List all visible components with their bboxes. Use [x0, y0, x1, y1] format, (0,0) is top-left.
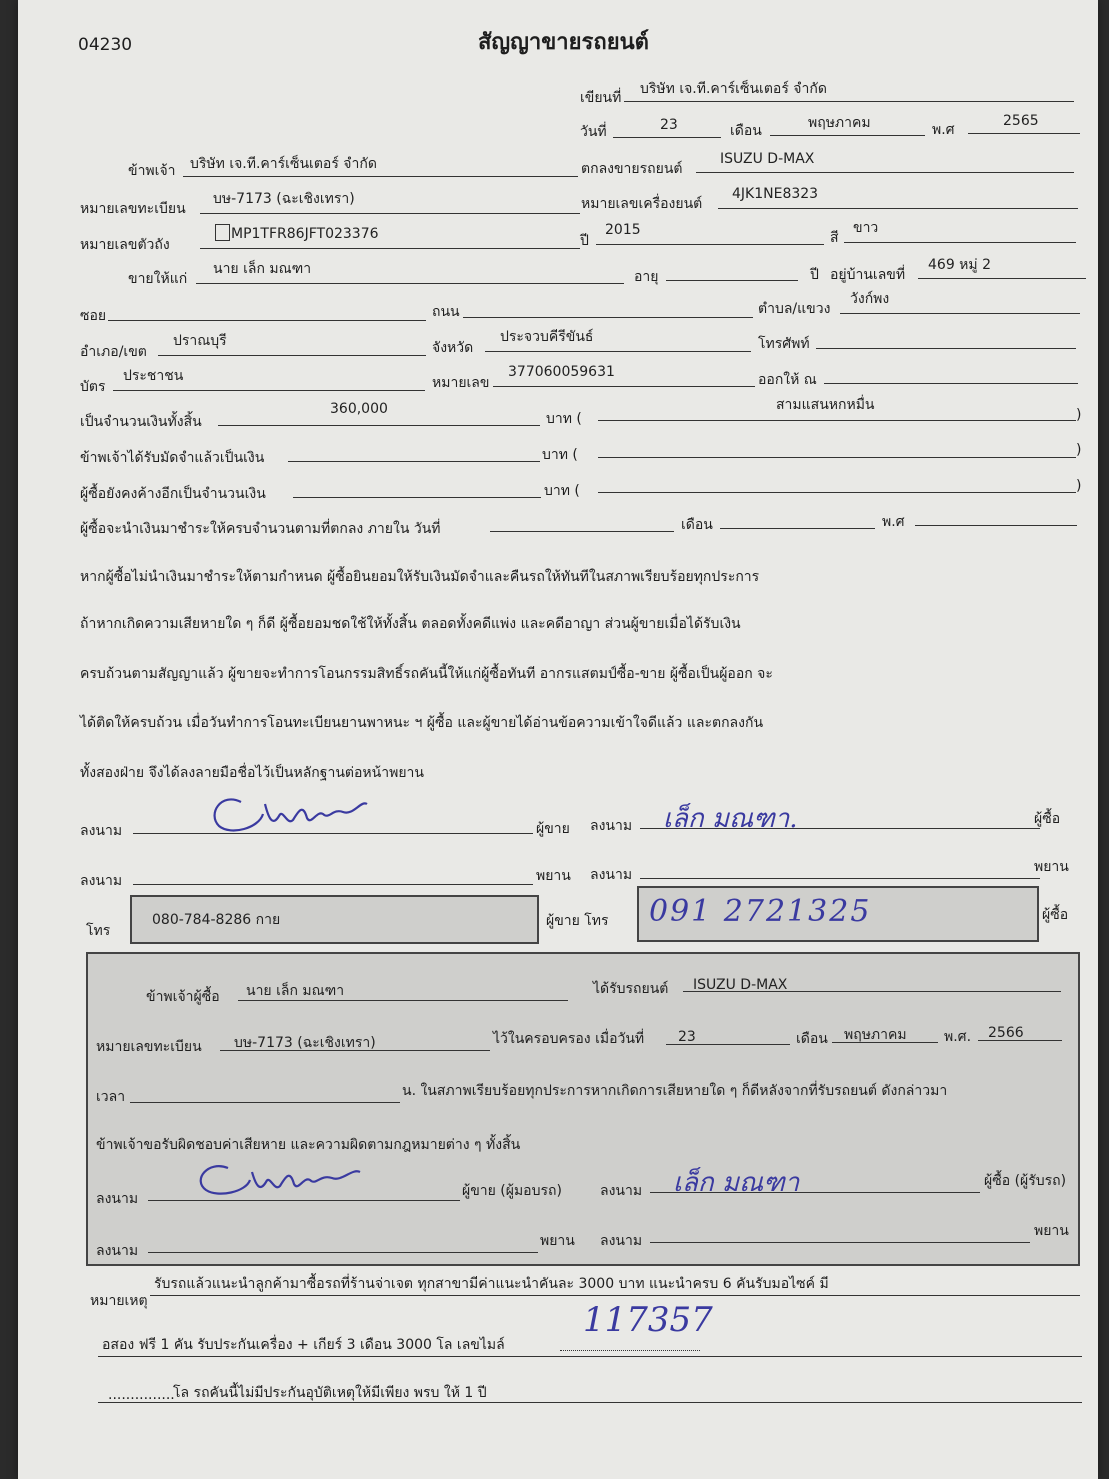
date-month-line	[770, 135, 925, 136]
note-line-1-rule	[150, 1295, 1080, 1296]
seller-value: บริษัท เจ.ที.คาร์เซ็นเตอร์ จำกัด	[190, 156, 377, 172]
buyer-sign-line	[640, 828, 1040, 829]
remain-line	[293, 497, 541, 498]
road-label: ถนน	[432, 304, 460, 320]
remain-label: ผู้ซื้อยังคงค้างอีกเป็นจำนวนเงิน	[80, 486, 266, 502]
province-line	[485, 351, 751, 352]
total-label: เป็นจำนวนเงินทั้งสิ้น	[80, 414, 202, 430]
buyer-phone-role: ผู้ซื้อ	[1042, 907, 1069, 923]
house-line	[918, 278, 1086, 279]
age-line	[666, 280, 798, 281]
plate-label: หมายเลขทะเบียน	[80, 201, 186, 217]
chassis-line	[200, 248, 580, 249]
remain-close: )	[1076, 478, 1082, 494]
total-amount: 360,000	[330, 401, 388, 417]
color-value: ขาว	[853, 220, 879, 236]
terms-line-2: ถ้าหากเกิดความเสียหายใด ๆ ก็ดี ผู้ซื้อยอมชดใช้ให้ทั้งสิ้น ตลอดทั้งคดีแพ่ง และคดีอาญา ส่วนผู้ขายเมื่อได้รับเงิน	[80, 616, 741, 632]
card-label: บัตร	[80, 379, 106, 395]
note-line-3-rule	[98, 1402, 1082, 1403]
receipt-witness2-line	[650, 1242, 1030, 1243]
possess-day: 23	[678, 1029, 696, 1045]
witness2-sign-label: ลงนาม	[590, 867, 633, 883]
received-car-label: ได้รับรถยนต์	[593, 981, 669, 997]
card-type: ประชาชน	[123, 368, 184, 384]
receipt-month-label: เดือน	[796, 1031, 828, 1047]
chassis-checkbox	[215, 224, 230, 241]
date-month-label: เดือน	[730, 123, 762, 139]
witness2-sign-line	[640, 878, 1040, 879]
received-car: ISUZU D-MAX	[693, 977, 788, 993]
buyer-phone-box	[637, 886, 1039, 942]
note-line-3: โล รถคันนี้ไม่มีประกันอุบัติเหตุให้มีเพียง พรบ ให้ 1 ปี	[173, 1385, 487, 1401]
receipt-year: 2566	[988, 1025, 1024, 1041]
receipt-buyer-sign-line	[650, 1192, 980, 1193]
age-label: อายุ	[634, 269, 659, 285]
buyer-signature: เล็ก มณฑา.	[663, 804, 798, 834]
receipt-buyer-line	[238, 1000, 568, 1001]
received-car-line	[683, 991, 1061, 992]
engine-value: 4JK1NE8323	[732, 186, 819, 202]
witness1-role: พยาน	[536, 868, 571, 884]
card-type-line	[113, 390, 425, 391]
car-year-line	[596, 244, 824, 245]
plate-value: บษ-7173 (ฉะเชิงเทรา)	[213, 191, 355, 207]
remain-baht: บาท (	[544, 483, 580, 499]
color-line	[844, 242, 1076, 243]
deposit-words-line	[598, 457, 1076, 458]
terms-line-5: ทั้งสองฝ่าย จึงได้ลงลายมือชื่อไว้เป็นหลักฐานต่อหน้าพยาน	[80, 765, 424, 781]
age-unit: ปี	[810, 267, 819, 283]
total-words: สามแสนหกหมื่น	[776, 397, 875, 413]
total-line	[218, 425, 540, 426]
soi-line	[108, 320, 426, 321]
issued-label: ออกให้ ณ	[758, 372, 817, 388]
card-no-label: หมายเลข	[432, 375, 490, 391]
receipt-buyer: นาย เล็ก มณฑา	[246, 983, 345, 999]
receipt-buyer-role: ผู้ซื้อ (ผู้รับรถ)	[984, 1173, 1067, 1189]
receipt-time-text: น. ในสภาพเรียบร้อยทุกประการหากเกิดการเสียหายใด ๆ ก็ดีหลังจากที่รับรถยนต์ ดังกล่าวมา	[402, 1083, 948, 1099]
engine-label: หมายเลขเครื่องยนต์	[581, 196, 703, 212]
receipt-time-line	[130, 1102, 400, 1103]
seller-signature	[203, 780, 373, 840]
date-year-line	[968, 133, 1080, 134]
witness1-sign-line	[133, 884, 533, 885]
total-words-line	[598, 420, 1076, 421]
seller-phone-label: โทร	[86, 923, 111, 939]
seller-phone: 080-784-8286 กาย	[152, 912, 281, 928]
written-at-value: บริษัท เจ.ที.คาร์เซ็นเตอร์ จำกัด	[640, 81, 827, 97]
district-value: ปราณบุรี	[173, 333, 227, 349]
sold-to-label: ขายให้แก่	[128, 271, 188, 287]
receipt-responsibility: ข้าพเจ้าขอรับผิดชอบค่าเสียหาย และความผิดตามกฎหมายต่าง ๆ ทั้งสิ้น	[96, 1137, 521, 1153]
pay-day-line	[490, 531, 674, 532]
date-day: 23	[660, 117, 678, 133]
note-line-1: รับรถแล้วแนะนำลูกค้ามาซื้อรถที่ร้านจ่าเจต ทุกสาขามีค่าแนะนำคันละ 3000 บาท แนะนำครบ 6 คันรับมอไซค์ มี	[154, 1276, 829, 1292]
receipt-witness1-role: พยาน	[540, 1233, 575, 1249]
agree-sell-label: ตกลงขายรถยนต์	[581, 161, 683, 177]
province-label: จังหวัด	[432, 340, 474, 356]
house-value: 469 หมู่ 2	[928, 257, 991, 273]
mileage-dots	[560, 1350, 700, 1351]
car-year: 2015	[605, 222, 641, 238]
phone-line	[816, 348, 1076, 349]
pay-month-label: เดือน	[681, 517, 713, 533]
receipt-buyer-label: ข้าพเจ้าผู้ซื้อ	[146, 989, 220, 1005]
receipt-plate-label: หมายเลขทะเบียน	[96, 1039, 202, 1055]
seller-phone-suffix: ผู้ขาย โทร	[546, 913, 609, 929]
note-line-3-dots: ...............	[108, 1387, 175, 1403]
issued-line	[824, 383, 1078, 384]
pay-year-line	[915, 525, 1077, 526]
soi-label: ซอย	[80, 308, 107, 324]
deposit-baht: บาท (	[542, 447, 578, 463]
document-title: สัญญาขายรถยนต์	[478, 30, 649, 55]
buyer-sign-label: ลงนาม	[590, 818, 633, 834]
house-label: อยู่บ้านเลขที่	[830, 267, 906, 283]
total-close: )	[1076, 407, 1082, 423]
card-no: 377060059631	[508, 364, 615, 380]
note-line-2-rule	[98, 1356, 1082, 1357]
mileage-value: 117357	[583, 1300, 713, 1340]
receipt-plate-line	[220, 1050, 490, 1051]
car-model-line	[696, 172, 1074, 173]
receipt-buyer-signature: เล็ก มณฑา	[673, 1168, 800, 1198]
buyer-phone: 091 2721325	[649, 894, 872, 929]
road-line	[463, 317, 753, 318]
color-label: สี	[830, 230, 839, 246]
terms-line-3: ครบถ้วนตามสัญญาแล้ว ผู้ขายจะทำการโอนกรรมสิทธิ์รถคันนี้ให้แก่ผู้ซื้อทันที อากรแสตมป์ซื้อ-ขาย ผู้ซื้อเป็นผู้ออก จะ	[80, 666, 773, 682]
province-value: ประจวบคีรีขันธ์	[500, 329, 594, 345]
pay-year-label: พ.ศ	[882, 514, 905, 530]
written-at-line	[624, 101, 1074, 102]
district-line	[158, 355, 426, 356]
seller-phone-box	[130, 895, 539, 944]
date-year: 2565	[1003, 113, 1039, 129]
seller-line	[183, 176, 578, 177]
buyer-name-line	[196, 283, 624, 284]
receipt-witness1-label: ลงนาม	[96, 1243, 139, 1259]
note-line-2: อสอง ฟรี 1 คัน รับประกันเครื่อง + เกียร์ 3 เดือน 3000 โล เลขไมล์	[102, 1337, 505, 1353]
receipt-year-label: พ.ศ.	[944, 1029, 972, 1045]
buyer-name: นาย เล็ก มณฑา	[213, 261, 312, 277]
date-year-label: พ.ศ	[932, 122, 955, 138]
witness2-role: พยาน	[1034, 859, 1069, 875]
receipt-witness2-label: ลงนาม	[600, 1233, 643, 1249]
terms-line-1: หากผู้ซื้อไม่นำเงินมาชำระให้ตามกำหนด ผู้ซื้อยินยอมให้รับเงินมัดจำและคืนรถให้ทันทีในสภาพเรียบร้อยทุกประการ	[80, 569, 760, 585]
plate-line	[200, 213, 580, 214]
receipt-seller-sign-line	[148, 1200, 460, 1201]
seller-label: ข้าพเจ้า	[128, 163, 176, 179]
seller-sign-role: ผู้ขาย	[536, 821, 570, 837]
district-label: อำเภอ/เขต	[80, 344, 147, 360]
possess-label: ไว้ในครอบครอง เมื่อวันที่	[493, 1031, 645, 1047]
receipt-plate: บษ-7173 (ฉะเชิงเทรา)	[234, 1035, 376, 1051]
deposit-label: ข้าพเจ้าได้รับมัดจำแล้วเป็นเงิน	[80, 450, 265, 466]
note-label: หมายเหตุ	[90, 1293, 148, 1309]
date-day-line	[613, 137, 721, 138]
written-at-label: เขียนที่	[580, 90, 622, 106]
contract-paper	[18, 0, 1098, 1479]
phone-label: โทรศัพท์	[758, 336, 810, 352]
witness1-sign-label: ลงนาม	[80, 873, 123, 889]
subdistrict-label: ตำบล/แขวง	[758, 301, 831, 317]
deposit-close: )	[1076, 442, 1082, 458]
receipt-seller-signature	[188, 1154, 368, 1204]
remain-words-line	[598, 492, 1076, 493]
chassis-value: MP1TFR86JFT023376	[231, 226, 379, 242]
receipt-seller-role: ผู้ขาย (ผู้มอบรถ)	[462, 1183, 562, 1199]
pay-month-line	[720, 528, 875, 529]
subdistrict-line	[840, 313, 1080, 314]
pay-label: ผู้ซื้อจะนำเงินมาชำระให้ครบจำนวนตามที่ตกลง ภายใน วันที่	[80, 521, 441, 537]
deposit-line	[288, 461, 540, 462]
receipt-year-line	[978, 1040, 1062, 1041]
total-baht: บาท (	[546, 411, 582, 427]
receipt-box	[86, 952, 1080, 1266]
chassis-label: หมายเลขตัวถัง	[80, 237, 170, 253]
car-model: ISUZU D-MAX	[720, 151, 815, 167]
receipt-witness1-line	[148, 1252, 538, 1253]
engine-line	[718, 208, 1078, 209]
buyer-sign-role: ผู้ซื้อ	[1034, 811, 1061, 827]
seller-sign-line	[133, 833, 533, 834]
seller-sign-label: ลงนาม	[80, 823, 123, 839]
subdistrict-value: วังก์พง	[850, 291, 890, 307]
car-year-label: ปี	[580, 233, 589, 249]
date-month: พฤษภาคม	[808, 115, 871, 131]
receipt-seller-sign-label: ลงนาม	[96, 1191, 139, 1207]
receipt-witness2-role: พยาน	[1034, 1223, 1069, 1239]
receipt-time-label: เวลา	[96, 1089, 126, 1105]
card-no-line	[493, 386, 755, 387]
possess-day-line	[666, 1044, 790, 1045]
date-day-label: วันที่	[580, 124, 607, 140]
receipt-month: พฤษภาคม	[844, 1027, 907, 1043]
receipt-month-line	[832, 1042, 938, 1043]
document-number: 04230	[78, 35, 133, 55]
terms-line-4: ได้ติดให้ครบถ้วน เมื่อวันทำการโอนทะเบียนยานพาหนะ ฯ ผู้ซื้อ และผู้ขายได้อ่านข้อความเข้าใจดีแล้ว และตกลงกัน	[80, 715, 764, 731]
receipt-buyer-sign-label: ลงนาม	[600, 1183, 643, 1199]
